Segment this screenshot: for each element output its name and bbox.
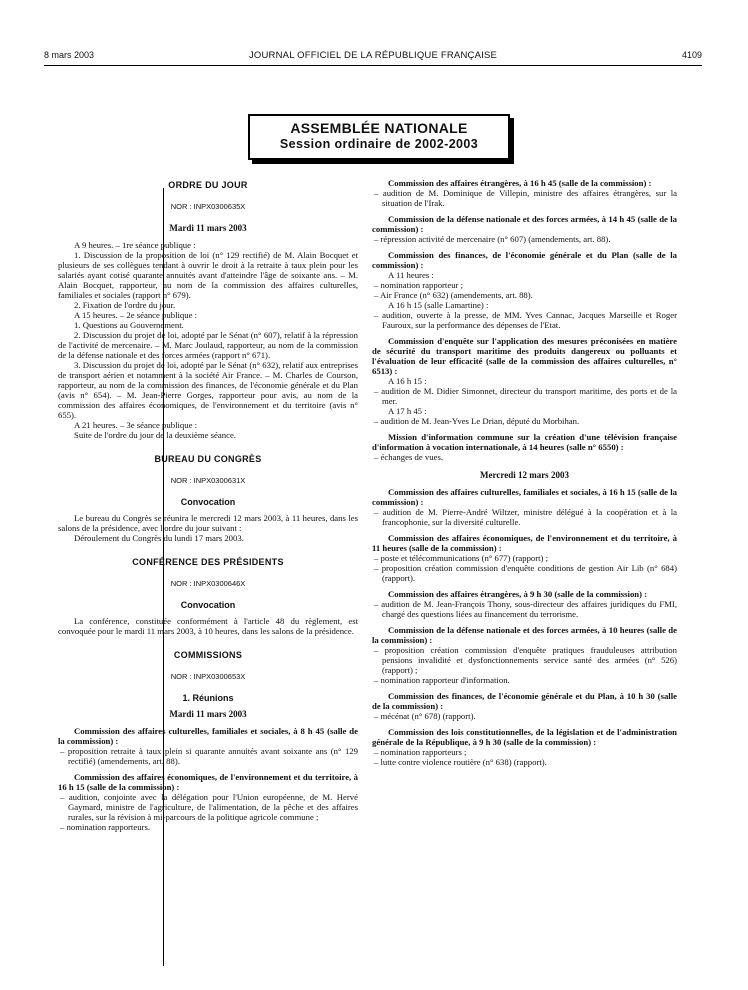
header-rule <box>44 65 702 66</box>
bureau-paragraph: Déroulement du Congrès du lundi 17 mars 2003. <box>74 533 244 543</box>
commission-heading: Commission de la défense nationale et des forces armées, à 10 heures (salle de la commission) : <box>372 625 677 645</box>
commission-heading: Commission de la défense nationale et des forces armées, à 14 h 45 (salle de la commission) : <box>372 214 677 234</box>
commission-heading: Commission d'enquête sur l'application des mesures préconisées en matière de sécurité du transport maritime des produits dangereux ou polluants et l'évaluation de leur efficacité (salle de la commission des affaires culturelles, n° 6513) : <box>372 336 677 376</box>
commission-heading: Commission des affaires culturelles, familiales et sociales, à 8 h 45 (salle de la commission) : <box>58 726 358 746</box>
commission-heading: Commission des finances, de l'économie générale et du Plan, à 10 h 30 (salle de la commission) : <box>372 691 677 711</box>
ordre-line: 2. Discussion du projet de loi, adopté par le Sénat (n° 607), relatif à la répression de l'activité de mercenaire. – M. Marc Joulaud, rapporteur, au nom de la commission de la défense nationale et des forces armées (rapport n° 671). <box>58 330 358 360</box>
commission-item: – proposition création commission d'enquête conditions de gestion Air Lib (n° 684) (rapport). <box>374 563 677 583</box>
commission-item: – proposition retraite à taux plein si quarante annuités avant soixante ans (n° 129 rectifié) (amendements, art. 88). <box>60 746 358 766</box>
commission-heading: Commission des affaires économiques, de l'environnement et du territoire, à 11 heures (salle de la commission) : <box>372 533 677 553</box>
commission-item: – audition de M. Jean-François Thony, sous-directeur des affaires juridiques du FMI, chargé des questions liées au financement du terrorisme. <box>374 599 677 619</box>
commission-heading: Commission des affaires culturelles, familiales et sociales, à 16 h 15 (salle de la commission) : <box>372 487 677 507</box>
commissions-reunions: 1. Réunions <box>182 693 234 703</box>
ordre-line: 2. Fixation de l'ordre du jour. <box>74 300 176 310</box>
commission-item: – Air France (n° 632) (amendements, art. 88). <box>374 290 533 300</box>
commission-item: – audition de M. Dominique de Villepin, ministre des affaires étrangères, sur la situation de l'Irak. <box>374 188 677 208</box>
commission-block <box>58 726 358 766</box>
header-date: 8 mars 2003 <box>44 50 95 60</box>
ordre-day: Mardi 11 mars 2003 <box>169 223 247 233</box>
commission-item: – lutte contre violence routière (n° 638) (rapport). <box>374 757 547 767</box>
commission-block <box>372 487 677 527</box>
commission-item: A 17 h 45 : <box>388 406 427 416</box>
left-column <box>58 178 358 838</box>
ordre-line: 1. Questions au Gouvernement. <box>74 320 184 330</box>
title-assembly: ASSEMBLÉE NATIONALE <box>290 120 468 136</box>
left-commission-list <box>58 726 358 832</box>
ordre-line: A 15 heures. – 2e séance publique : <box>74 310 198 320</box>
commission-block <box>372 214 677 244</box>
commission-heading: Commission des lois constitutionnelles, de la législation et de l'administration générale de la République, à 9 h 30 (salle de la commission) : <box>372 727 677 747</box>
commission-item: – proposition création commission d'enquête pratiques frauduleuses attribution pensions invalidité et dysfonctionnements service santé des armées (n° 526) (rapport) ; <box>374 645 677 675</box>
right-day: Mercredi 12 mars 2003 <box>480 470 569 480</box>
bureau-paragraph: Le bureau du Congrès se réunira le mercredi 12 mars 2003, à 11 heures, dans les salons de la présidence, avec l'ordre du jour suivant : <box>58 513 358 533</box>
right-commission-list-a <box>372 178 677 462</box>
ordre-line: 1. Discussion de la proposition de loi (n° 129 rectifié) de M. Alain Bocquet et plusieurs de ses collègues tendant à ouvrir le droit à la retraite à taux plein pour les salariés ayant cotisé quarante annuités avant d'atteindre l'âge de soixante ans. – M. Alain Bocquet, rapporteur, au nom de la commission des affaires culturelles, familiales et sociales (rapport n° 679). <box>58 250 358 300</box>
ordre-line: Suite de l'ordre du jour de la deuxième séance. <box>74 430 236 440</box>
commission-block <box>372 178 677 208</box>
right-commission-list-b <box>372 487 677 767</box>
commission-item: – poste et télécommunications (n° 677) (rapport) ; <box>374 553 549 563</box>
commission-block <box>372 727 677 767</box>
ordre-line: 3. Discussion du projet de loi, adopté par le Sénat (n° 632), relatif aux entreprises de transport aérien et notamment à la société Air France. – M. Charles de Courson, rapporteur, au nom de la commission des finances, de l'économie générale et du Plan (avis n° 654). – M. Jean-Pierre Gorges, rapporteur pour avis, au nom de la commission des affaires économiques, de l'environnement et du territoire (avis n° 655). <box>58 360 358 420</box>
ordre-nor: NOR : INPX0300635X <box>170 202 246 211</box>
commission-item: – audition, ouverte à la presse, de MM. Yves Cannac, Jacques Marseille et Roger Fauroux, sur la performance des dépenses de l'Etat. <box>374 310 677 330</box>
conference-nor: NOR : INPX0300646X <box>170 579 246 588</box>
commissions-day: Mardi 11 mars 2003 <box>169 709 247 719</box>
commission-block <box>372 432 677 462</box>
commission-block <box>372 625 677 685</box>
page-header <box>44 50 702 66</box>
bureau-convocation: Convocation <box>180 497 236 507</box>
commission-heading: Commission des affaires étrangères, à 16 h 45 (salle de la commission) : <box>388 178 652 188</box>
commission-block <box>372 533 677 583</box>
commission-item: A 16 h 15 : <box>388 376 427 386</box>
commission-item: – nomination rapporteur ; <box>374 280 464 290</box>
ordre-line: A 9 heures. – 1re séance publique : <box>74 240 196 250</box>
commission-item: – audition de M. Didier Simonnet, directeur du transport maritime, des ports et de la mer. <box>374 386 677 406</box>
commission-item: – audition de M. Pierre-André Wiltzer, ministre délégué à la coopération et à la francophonie, sur la diversité culturelle. <box>374 507 677 527</box>
header-journal-title: JOURNAL OFFICIEL DE LA RÉPUBLIQUE FRANÇAISE <box>248 50 498 61</box>
title-box <box>248 114 510 160</box>
commission-heading: Commission des affaires étrangères, à 9 h 30 (salle de la commission) : <box>388 589 648 599</box>
commission-item: – audition de M. Jean-Yves Le Drian, député du Morbihan. <box>374 416 580 426</box>
header-page-number: 4109 <box>681 50 702 60</box>
ordre-du-jour-title: ORDRE DU JOUR <box>168 180 248 190</box>
commission-item: – mécénat (n° 678) (rapport). <box>374 711 476 721</box>
commission-block <box>372 250 677 330</box>
commission-item: – nomination rapporteur d'information. <box>374 675 510 685</box>
conference-paragraph: La conférence, constituée conformément à l'article 48 du règlement, est convoquée pour le mardi 11 mars 2003, à 10 heures, dans les salons de la présidence. <box>58 616 358 636</box>
commissions-title: COMMISSIONS <box>173 650 243 660</box>
commission-block <box>58 772 358 832</box>
title-session: Session ordinaire de 2002-2003 <box>279 137 479 151</box>
commission-item: – audition, conjointe avec la délégation pour l'Union européenne, de M. Hervé Gaymard, ministre de l'agriculture, de l'alimentation, de la pêche et des affaires rurales, sur la révision à mi-parcours de la politique agricole commune ; <box>60 792 358 822</box>
commission-heading: Mission d'information commune sur la création d'une télévision française d'information à vocation internationale, à 14 heures (salle n° 6550) : <box>372 432 677 452</box>
commission-heading: Commission des finances, de l'économie générale et du Plan (salle de la commission) : <box>372 250 677 270</box>
commission-item: – répression activité de mercenaire (n° 607) (amendements, art. 88). <box>374 234 611 244</box>
conference-title: CONFÉRENCE DES PRÉSIDENTS <box>132 557 284 567</box>
bureau-nor: NOR : INPX0300631X <box>170 476 246 485</box>
right-column <box>372 178 677 773</box>
commission-item: A 16 h 15 (salle Lamartine) : <box>388 300 489 310</box>
commission-item: A 11 heures : <box>388 270 434 280</box>
commission-item: – échanges de vues. <box>374 452 443 462</box>
bureau-title: BUREAU DU CONGRÈS <box>154 454 262 464</box>
commissions-nor: NOR : INPX0300653X <box>170 672 246 681</box>
commission-block <box>372 589 677 619</box>
commission-item: – nomination rapporteurs ; <box>374 747 467 757</box>
commission-item: – nomination rapporteurs. <box>60 822 150 832</box>
commission-block <box>372 336 677 426</box>
conference-convocation: Convocation <box>180 600 236 610</box>
commission-heading: Commission des affaires économiques, de l'environnement et du territoire, à 16 h 15 (salle de la commission) : <box>58 772 358 792</box>
ordre-line: A 21 heures. – 3e séance publique : <box>74 420 198 430</box>
commission-block <box>372 691 677 721</box>
